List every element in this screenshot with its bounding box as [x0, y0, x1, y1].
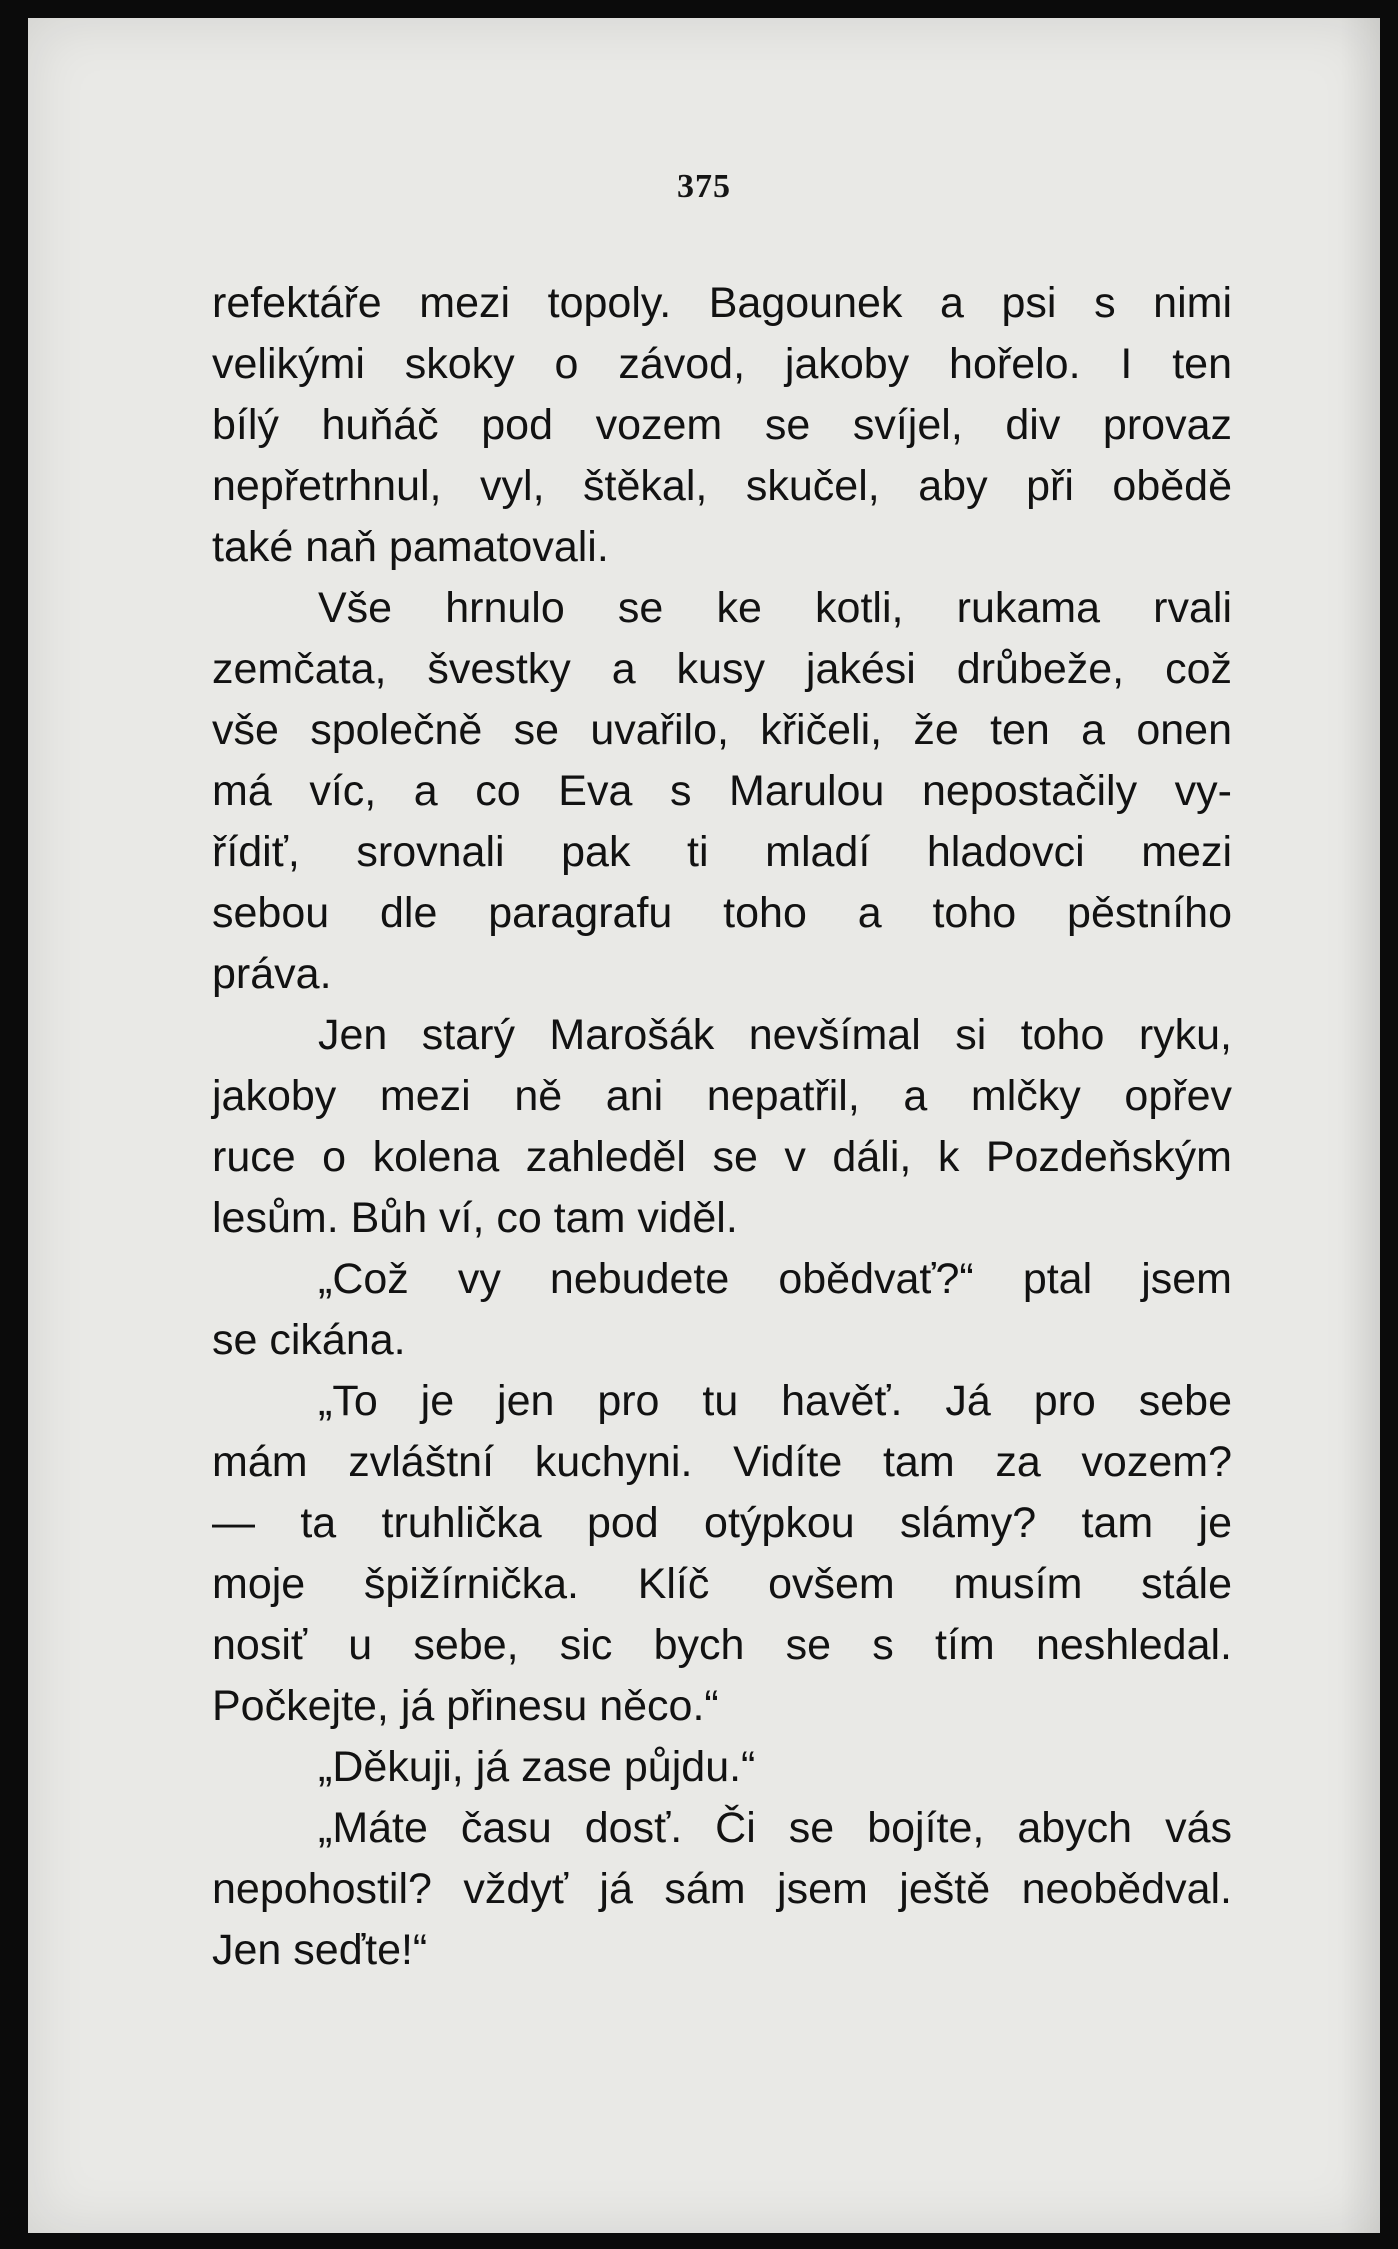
text-line: „Máte času dosť. Či se bojíte, abych vás: [318, 1804, 1232, 1852]
text-line: refektáře mezi topoly. Bagounek a psi s nimi: [212, 279, 1232, 327]
text-line: Počkejte, já přinesu něco.“: [212, 1682, 719, 1730]
text-line: má víc, a co Eva s Marulou nepostačily vy-: [212, 767, 1232, 815]
page-number: 375: [677, 168, 731, 205]
text-line: velikými skoky o závod, jakoby hořelo. I ten: [212, 340, 1232, 388]
text-line: nosiť u sebe, sic bych se s tím neshledal.: [212, 1621, 1232, 1669]
text-line: nepohostil? vždyť já sám jsem ještě neobědval.: [212, 1865, 1232, 1913]
book-page: [28, 18, 1380, 2233]
body-text: [212, 273, 1232, 1981]
text-line: také naň pamatovali.: [212, 523, 609, 571]
text-line: „To je jen pro tu havěť. Já pro sebe: [318, 1377, 1232, 1425]
text-line: „Což vy nebudete obědvať?“ ptal jsem: [318, 1255, 1232, 1303]
text-line: se cikána.: [212, 1316, 406, 1364]
text-line: řídiť, srovnali pak ti mladí hladovci mezi: [212, 828, 1232, 876]
text-line: zemčata, švestky a kusy jakési drůbeže, což: [212, 645, 1232, 693]
text-line: — ta truhlička pod otýpkou slámy? tam je: [212, 1499, 1232, 1547]
text-line: Vše hrnulo se ke kotli, rukama rvali: [318, 584, 1232, 632]
text-line: práva.: [212, 950, 332, 998]
text-line: bílý huňáč pod vozem se svíjel, div provaz: [212, 401, 1232, 449]
text-line: ruce o kolena zahleděl se v dáli, k Pozdeňským: [212, 1133, 1232, 1181]
text-line: nepřetrhnul, vyl, štěkal, skučel, aby při obědě: [212, 462, 1232, 510]
text-line: sebou dle paragrafu toho a toho pěstního: [212, 889, 1232, 937]
text-line: lesům. Bůh ví, co tam viděl.: [212, 1194, 738, 1242]
text-line: jakoby mezi ně ani nepatřil, a mlčky opřev: [212, 1072, 1232, 1120]
text-line: Jen starý Marošák nevšímal si toho ryku,: [318, 1011, 1232, 1059]
text-line: „Děkuji, já zase půjdu.“: [318, 1743, 756, 1791]
text-line: vše společně se uvařilo, křičeli, že ten a onen: [212, 706, 1232, 754]
text-line: moje špižírnička. Klíč ovšem musím stále: [212, 1560, 1232, 1608]
text-line: Jen seďte!“: [212, 1926, 428, 1974]
text-line: mám zvláštní kuchyni. Vidíte tam za vozem?: [212, 1438, 1232, 1486]
